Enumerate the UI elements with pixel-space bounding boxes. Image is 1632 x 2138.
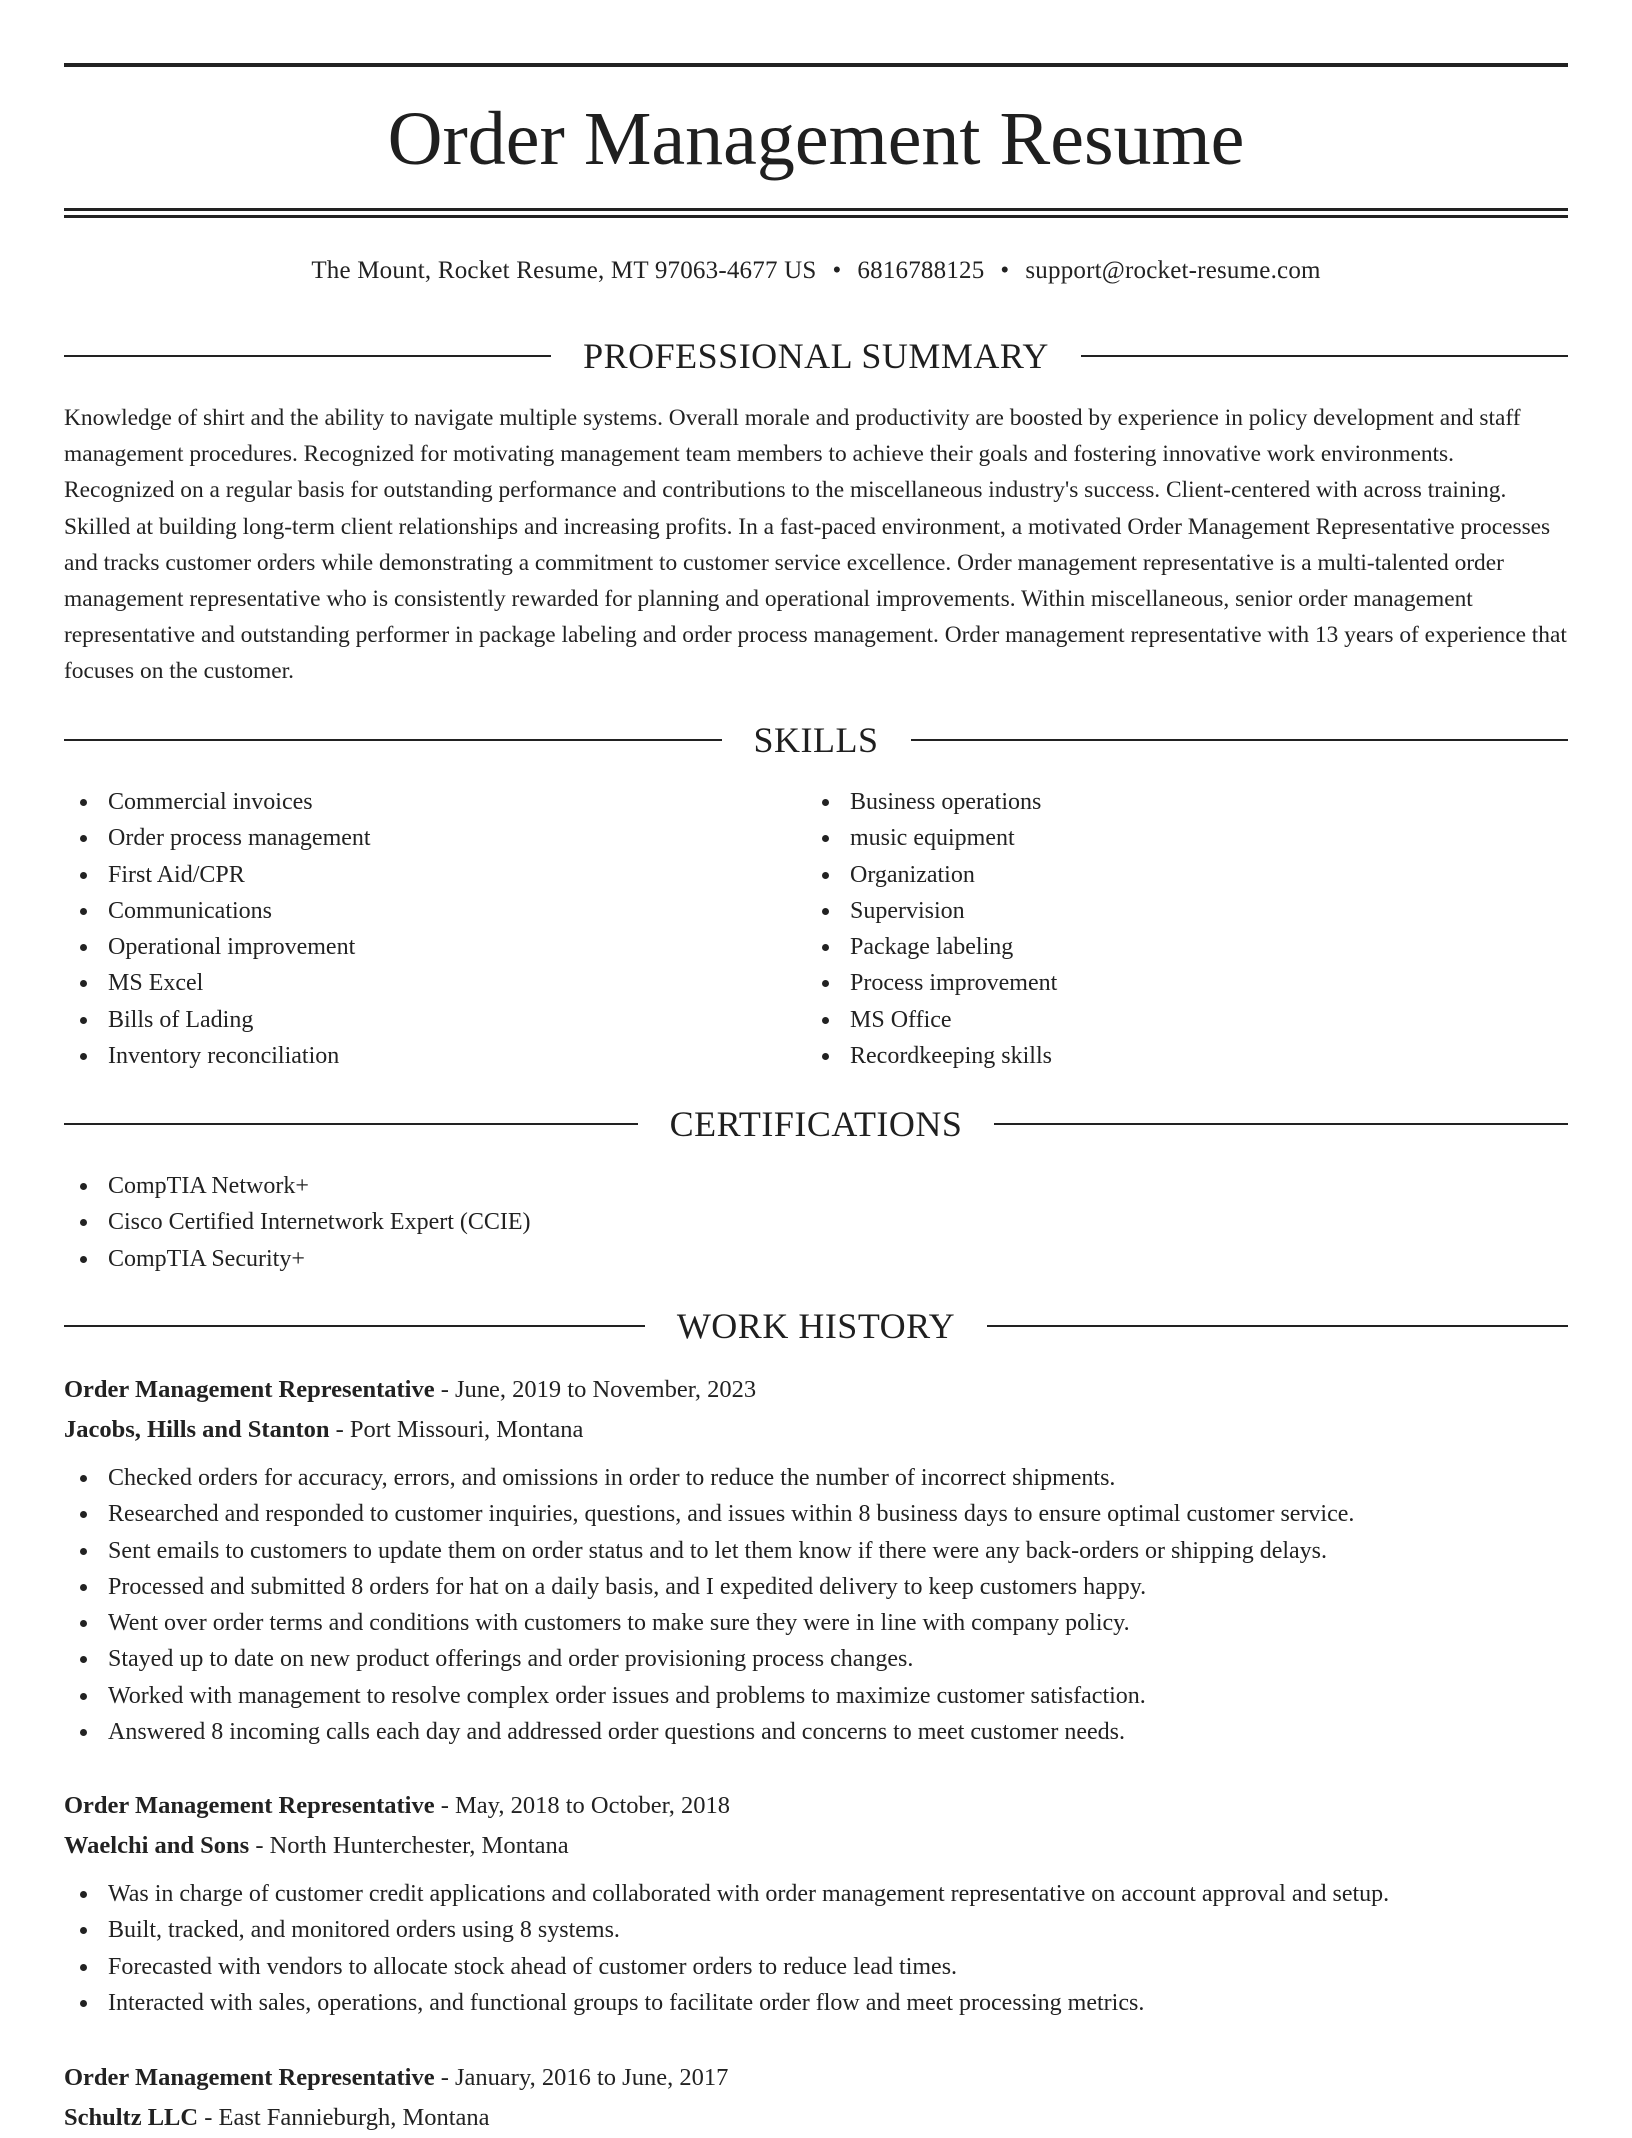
- job-title: Order Management Representative: [64, 2064, 435, 2091]
- job-duty-item: Researched and responded to customer inquiries, questions, and issues within 8 business days to ensure optimal customer service.: [64, 1496, 1568, 1532]
- job-duties-list: [64, 1876, 1568, 2021]
- contact-phone: 6816788125: [857, 257, 985, 284]
- job-title-line: [64, 2058, 1568, 2098]
- job-duty-item: Sent emails to customers to update them on order status and to let them know if there were any back-orders or shipping delays.: [64, 1533, 1568, 1569]
- top-rule: [64, 63, 1568, 67]
- section-heading-certifications: [64, 1102, 1568, 1146]
- professional-summary-text: Knowledge of shirt and the ability to navigate multiple systems. Overall morale and productivity are boosted by experience in policy development and staff management procedures. Recognized for motivating management team members to achieve their goals and fostering innovative work environments. Recognized on a regular basis for outstanding performance and contributions to the miscellaneous industry's success. Client-centered with across training. Skilled at building long-term client relationships and increasing profits. In a fast-paced environment, a motivated Order Management Representative processes and tracks customer orders while demonstrating a commitment to customer service excellence. Order management representative is a multi-talented order management representative who is consistently rewarded for planning and operational improvements. Within miscellaneous, senior order management representative and outstanding performer in package labeling and order process management. Order management representative with 13 years of experience that focuses on the customer.: [64, 405, 1567, 685]
- job-company-line: [64, 1410, 1568, 1450]
- skill-item: Business operations: [806, 784, 1546, 820]
- certification-item: CompTIA Security+: [64, 1241, 1568, 1277]
- skill-item: Recordkeeping skills: [806, 1038, 1546, 1074]
- section-title: CERTIFICATIONS: [669, 1104, 963, 1144]
- job-duty-item: Interacted with sales, operations, and functional groups to facilitate order flow and meet processing metrics.: [64, 1985, 1568, 2021]
- job-duty-item: Answered 8 incoming calls each day and addressed order questions and concerns to meet customer needs.: [64, 1714, 1568, 1750]
- job-dates: - May, 2018 to October, 2018: [434, 1792, 731, 1819]
- skill-item: Process improvement: [806, 965, 1546, 1001]
- job-location: - East Fannieburgh, Montana: [198, 2104, 490, 2131]
- skill-item: Supervision: [806, 893, 1546, 929]
- job-duty-item: Forecasted with vendors to allocate stock ahead of customer orders to reduce lead times.: [64, 1949, 1568, 1985]
- section-heading-skills: [64, 718, 1568, 762]
- job-title: Order Management Representative: [64, 1792, 435, 1819]
- skill-item: Organization: [806, 857, 1546, 893]
- heading-rule-right: [1081, 355, 1568, 357]
- skill-item: Communications: [64, 893, 804, 929]
- section-title: WORK HISTORY: [676, 1306, 956, 1346]
- contact-address: The Mount, Rocket Resume, MT 97063-4677 US: [311, 257, 817, 284]
- skill-item: First Aid/CPR: [64, 857, 804, 893]
- skills-list-right: [806, 784, 1546, 1074]
- job-duty-item: Checked orders for accuracy, errors, and omissions in order to reduce the number of incorrect shipments.: [64, 1460, 1568, 1496]
- job-entry: [64, 1370, 1568, 1750]
- title-double-rule: [64, 208, 1568, 218]
- job-duty-item: Was in charge of customer credit applications and collaborated with order management representative on account approval and setup.: [64, 1876, 1568, 1912]
- skill-item: Bills of Lading: [64, 1002, 804, 1038]
- heading-rule-left: [64, 1123, 638, 1125]
- contact-line: [64, 254, 1568, 288]
- job-location: - Port Missouri, Montana: [329, 1416, 584, 1443]
- job-dates: - January, 2016 to June, 2017: [434, 2064, 729, 2091]
- job-duty-item: Worked with management to resolve complex order issues and problems to maximize customer satisfaction.: [64, 1678, 1568, 1714]
- job-company: Jacobs, Hills and Stanton: [64, 1416, 330, 1443]
- skill-item: Inventory reconciliation: [64, 1038, 804, 1074]
- job-entry: [64, 1786, 1568, 2021]
- certification-item: Cisco Certified Internetwork Expert (CCIE): [64, 1204, 1568, 1240]
- section-heading-work-history: [64, 1304, 1568, 1348]
- section-heading-summary: [64, 334, 1568, 378]
- heading-rule-left: [64, 739, 722, 741]
- job-duty-item: Went over order terms and conditions with customers to make sure they were in line with company policy.: [64, 1605, 1568, 1641]
- heading-rule-left: [64, 1325, 645, 1327]
- certification-item: CompTIA Network+: [64, 1168, 1568, 1204]
- skill-item: MS Excel: [64, 965, 804, 1001]
- job-title-line: [64, 1370, 1568, 1410]
- job-company-line: [64, 2098, 1568, 2138]
- job-dates: - June, 2019 to November, 2023: [434, 1376, 757, 1403]
- skills-list-left: [64, 784, 804, 1074]
- resume-title: Order Management Resume: [387, 97, 1245, 181]
- skill-item: Order process management: [64, 820, 804, 856]
- contact-separator: •: [832, 257, 842, 284]
- job-location: - North Hunterchester, Montana: [249, 1832, 569, 1859]
- heading-rule-right: [911, 739, 1569, 741]
- heading-rule-left: [64, 355, 551, 357]
- job-title-line: [64, 1786, 1568, 1826]
- job-company-line: [64, 1826, 1568, 1866]
- skill-item: Package labeling: [806, 929, 1546, 965]
- job-company: Waelchi and Sons: [64, 1832, 250, 1859]
- skill-item: Operational improvement: [64, 929, 804, 965]
- section-title: SKILLS: [753, 720, 879, 760]
- job-duty-item: Stayed up to date on new product offerings and order provisioning process changes.: [64, 1641, 1568, 1677]
- heading-rule-right: [994, 1123, 1568, 1125]
- job-company: Schultz LLC: [64, 2104, 199, 2131]
- skill-item: Commercial invoices: [64, 784, 804, 820]
- job-duty-item: Processed and submitted 8 orders for hat on a daily basis, and I expedited delivery to keep customers happy.: [64, 1569, 1568, 1605]
- job-entry: [64, 2058, 1568, 2138]
- job-duties-list: [64, 1460, 1568, 1750]
- job-duty-item: Built, tracked, and monitored orders using 8 systems.: [64, 1912, 1568, 1948]
- certifications-list: [64, 1168, 1568, 1277]
- job-title: Order Management Representative: [64, 1376, 435, 1403]
- skill-item: MS Office: [806, 1002, 1546, 1038]
- contact-email: support@rocket-resume.com: [1025, 257, 1321, 284]
- heading-rule-right: [987, 1325, 1568, 1327]
- contact-separator: •: [1000, 257, 1010, 284]
- section-title: PROFESSIONAL SUMMARY: [583, 336, 1049, 376]
- skill-item: music equipment: [806, 820, 1546, 856]
